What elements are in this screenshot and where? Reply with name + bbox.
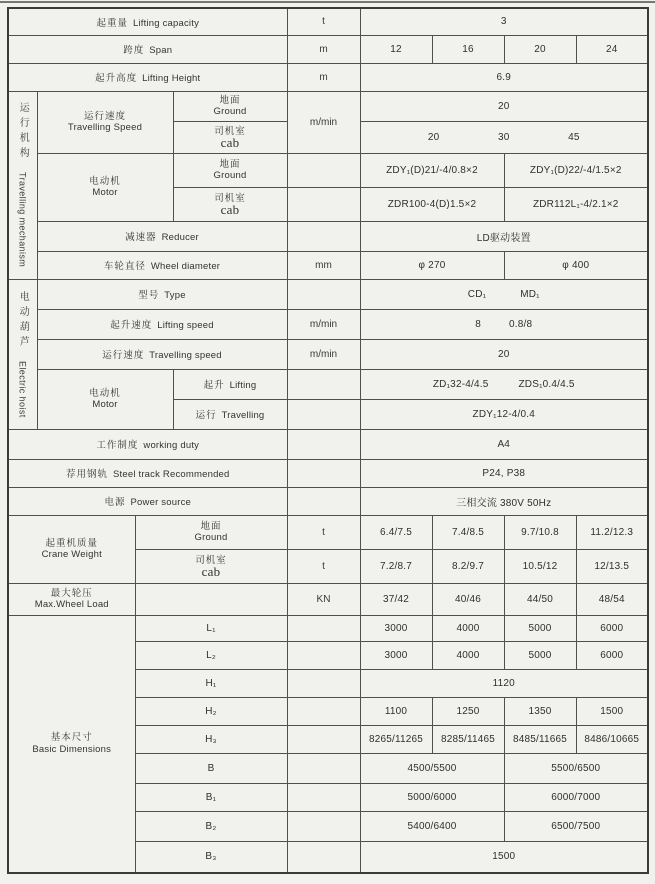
steel-track-value: P24, P38 [360, 459, 648, 487]
span-label-en: Span [149, 45, 173, 56]
row-travel-speed-ground [8, 91, 648, 121]
travel-speed-unit: m/min [287, 91, 360, 153]
span-value-4: 24 [576, 35, 648, 63]
lifting-capacity-label-zh: 起重量 [96, 17, 128, 29]
wheel-diameter-unit: mm [287, 251, 360, 279]
crane-weight-ground-unit: t [287, 515, 360, 549]
unit-cell-empty [287, 487, 360, 515]
unit-cell-empty [287, 369, 360, 399]
ground-en: Ground [213, 106, 247, 117]
hoist-motor-lifting-value-1: ZD₁32-4/4.5 [432, 378, 489, 390]
dim-h3-label: H₃ [135, 725, 287, 753]
crane-weight-group-label [8, 515, 135, 583]
unit-cell-empty [287, 753, 360, 783]
unit-cell-empty [287, 279, 360, 309]
row-working-duty [8, 429, 648, 459]
power-source-zh: 电源 [104, 497, 126, 508]
hoist-travelling-speed-en: Travelling speed [149, 350, 222, 361]
max-wheel-load-zh: 最大轮压 [50, 587, 93, 599]
reducer-value: LD驱动装置 [360, 221, 648, 251]
crane-weight-cab-label [135, 549, 287, 583]
dim-l1-value-4: 6000 [576, 615, 648, 641]
hoist-lifting-speed-value-2: 0.8/8 [509, 318, 533, 330]
unit-cell-empty [287, 697, 360, 725]
row-steel-track [8, 459, 648, 487]
lifting-height-unit: m [287, 63, 360, 91]
travel-speed-cab-value-1: 20 [427, 131, 440, 143]
travel-motor-cab-value-2: ZDR112L₁-4/2.1×2 [504, 187, 648, 221]
unit-cell-empty [287, 399, 360, 429]
lifting-capacity-label [8, 8, 287, 35]
unit-cell-empty [287, 783, 360, 811]
hoist-motor-travelling-en: Travelling [221, 410, 265, 421]
ground-zh: 地面 [219, 158, 241, 170]
electric-hoist-en: Electric hoist [17, 360, 28, 418]
dim-b-value-1: 4500/5500 [360, 753, 504, 783]
lifting-height-label-zh: 起升高度 [95, 73, 138, 84]
hoist-motor-travelling-value: ZDY₁12-4/0.4 [360, 399, 648, 429]
ground-en: Ground [194, 532, 228, 543]
ground-zh: 地面 [219, 94, 241, 106]
unit-cell-empty [287, 221, 360, 251]
hoist-travelling-speed-unit: m/min [287, 339, 360, 369]
wheel-diameter-zh: 车轮直径 [103, 261, 146, 272]
unit-cell-empty [287, 153, 360, 187]
crane-weight-ground-value-2: 7.4/8.5 [432, 515, 504, 549]
reducer-label [37, 221, 287, 251]
steel-track-label [8, 459, 287, 487]
cab-en: cab [220, 202, 240, 217]
power-source-value: 三相交流 380V 50Hz [360, 487, 648, 515]
unit-cell-empty [287, 641, 360, 669]
span-label-zh: 跨度 [123, 45, 145, 56]
row-crane-weight-ground [8, 515, 648, 549]
hoist-lifting-speed-unit: m/min [287, 309, 360, 339]
scan-page-top-edge [0, 1, 655, 3]
dim-b-label: B [135, 753, 287, 783]
crane-specification-table [7, 7, 649, 874]
working-duty-zh: 工作制度 [96, 440, 139, 451]
max-wheel-load-en: Max.Wheel Load [34, 599, 109, 610]
crane-weight-ground-label [135, 515, 287, 549]
crane-weight-cab-value-2: 8.2/9.7 [432, 549, 504, 583]
travel-speed-cab-values [360, 121, 648, 153]
dim-b3-label: B₃ [135, 841, 287, 873]
working-duty-en: working duty [143, 440, 200, 451]
steel-track-zh: 荐用钢轨 [65, 469, 108, 480]
hoist-motor-zh: 电动机 [89, 387, 121, 399]
dim-b1-value-1: 5000/6000 [360, 783, 504, 811]
max-wheel-load-value-2: 40/46 [432, 583, 504, 615]
unit-cell-empty [287, 615, 360, 641]
dim-h2-label: H₂ [135, 697, 287, 725]
dim-b2-value-1: 5400/6400 [360, 811, 504, 841]
dim-l1-value-1: 3000 [360, 615, 432, 641]
travel-motor-cab-value-1: ZDR100-4(D)1.5×2 [360, 187, 504, 221]
row-span [8, 35, 648, 63]
max-wheel-load-value-4: 48/54 [576, 583, 648, 615]
max-wheel-load-label [8, 583, 135, 615]
travel-speed-cab-value-2: 30 [497, 131, 510, 143]
ground-en: Ground [213, 170, 247, 181]
basic-dimensions-zh: 基本尺寸 [50, 732, 93, 744]
dim-b1-value-2: 6000/7000 [504, 783, 648, 811]
hoist-lifting-speed-zh: 起升速度 [110, 320, 153, 331]
row-dim-l1 [8, 615, 648, 641]
dim-b-value-2: 5500/6500 [504, 753, 648, 783]
crane-weight-ground-value-3: 9.7/10.8 [504, 515, 576, 549]
row-wheel-diameter [8, 251, 648, 279]
unit-cell-empty [287, 841, 360, 873]
dim-b2-label: B₂ [135, 811, 287, 841]
lifting-height-label [8, 63, 287, 91]
wheel-diameter-value-2: φ 400 [504, 251, 648, 279]
hoist-motor-lifting-en: Lifting [229, 380, 257, 391]
hoist-lifting-speed-value-1: 8 [475, 318, 482, 330]
span-value-3: 20 [504, 35, 576, 63]
dim-l1-value-3: 5000 [504, 615, 576, 641]
max-wheel-load-empty-cell [135, 583, 287, 615]
travel-speed-group-label [37, 91, 173, 153]
basic-dimensions-group-label [8, 615, 135, 873]
span-unit: m [287, 35, 360, 63]
travel-speed-cab-value-3: 45 [568, 131, 580, 143]
dim-h3-value-4: 8486/10665 [576, 725, 648, 753]
dim-l1-value-2: 4000 [432, 615, 504, 641]
hoist-type-value-2: MD₁ [520, 288, 540, 300]
dim-h3-value-1: 8265/11265 [360, 725, 432, 753]
max-wheel-load-value-1: 37/42 [360, 583, 432, 615]
dim-h1-value: 1120 [360, 669, 648, 697]
max-wheel-load-value-3: 44/50 [504, 583, 576, 615]
hoist-travelling-speed-value: 20 [360, 339, 648, 369]
hoist-type-zh: 型号 [138, 290, 160, 301]
crane-weight-ground-value-4: 11.2/12.3 [576, 515, 648, 549]
crane-weight-cab-unit: t [287, 549, 360, 583]
crane-weight-zh: 起重机质量 [45, 537, 98, 549]
dim-h3-value-2: 8285/11465 [432, 725, 504, 753]
hoist-type-value-1: CD₁ [467, 288, 487, 300]
dim-b2-value-2: 6500/7500 [504, 811, 648, 841]
row-travel-motor-ground [8, 153, 648, 187]
hoist-motor-lifting-zh: 起升 [203, 380, 225, 391]
cab-en: cab [220, 135, 240, 150]
lifting-height-label-en: Lifting Height [142, 73, 201, 84]
row-lifting-height [8, 63, 648, 91]
travel-speed-ground-value: 20 [360, 91, 648, 121]
lifting-capacity-label-en: Lifting capacity [132, 17, 200, 29]
hoist-travelling-speed-zh: 运行速度 [102, 350, 145, 361]
travel-speed-en: Travelling Speed [67, 122, 143, 133]
cab-zh: 司机室 [214, 125, 246, 137]
row-reducer [8, 221, 648, 251]
dim-l2-value-3: 5000 [504, 641, 576, 669]
dim-h2-value-4: 1500 [576, 697, 648, 725]
unit-cell-empty [287, 187, 360, 221]
row-hoist-type [8, 279, 648, 309]
dim-h2-value-1: 1100 [360, 697, 432, 725]
max-wheel-load-unit: KN [287, 583, 360, 615]
hoist-type-values [360, 279, 648, 309]
row-hoist-travelling-speed [8, 339, 648, 369]
unit-cell-empty [287, 811, 360, 841]
span-label [8, 35, 287, 63]
row-hoist-lifting-speed [8, 309, 648, 339]
row-hoist-motor-lifting [8, 369, 648, 399]
dim-l1-label: L₁ [135, 615, 287, 641]
travelling-mechanism-zh: 运行机构 [17, 102, 29, 163]
hoist-lifting-speed-label [37, 309, 287, 339]
travel-speed-cab-label [173, 121, 287, 153]
wheel-diameter-label [37, 251, 287, 279]
hoist-lifting-speed-en: Lifting speed [157, 320, 214, 331]
row-lifting-capacity [8, 8, 648, 35]
dim-h2-value-2: 1250 [432, 697, 504, 725]
crane-weight-cab-value-3: 10.5/12 [504, 549, 576, 583]
travel-speed-ground-label [173, 91, 287, 121]
cab-en: cab [201, 564, 221, 579]
dim-l2-value-2: 4000 [432, 641, 504, 669]
travelling-mechanism-section-label [8, 91, 37, 279]
hoist-type-en: Type [164, 290, 186, 301]
dim-h3-value-3: 8485/11665 [504, 725, 576, 753]
span-value-1: 12 [360, 35, 432, 63]
travel-motor-group-label [37, 153, 173, 221]
working-duty-value: A4 [360, 429, 648, 459]
hoist-lifting-speed-values [360, 309, 648, 339]
hoist-motor-travelling-zh: 运行 [195, 410, 217, 421]
hoist-type-label [37, 279, 287, 309]
wheel-diameter-en: Wheel diameter [150, 261, 221, 272]
hoist-motor-lifting-values [360, 369, 648, 399]
unit-cell-empty [287, 429, 360, 459]
row-power-source [8, 487, 648, 515]
lifting-height-value: 6.9 [360, 63, 648, 91]
dim-b3-value: 1500 [360, 841, 648, 873]
dim-h2-value-3: 1350 [504, 697, 576, 725]
hoist-travelling-speed-label [37, 339, 287, 369]
travel-motor-cab-label [173, 187, 287, 221]
travel-motor-zh: 电动机 [89, 175, 121, 187]
electric-hoist-zh: 电动葫芦 [17, 290, 29, 351]
travel-motor-ground-value-2: ZDY₁(D)22/-4/1.5×2 [504, 153, 648, 187]
hoist-motor-lifting-value-2: ZDS₁0.4/4.5 [518, 378, 575, 390]
crane-weight-cab-value-1: 7.2/8.7 [360, 549, 432, 583]
reducer-en: Reducer [161, 232, 199, 243]
travelling-mechanism-en: Travelling mechanism [17, 172, 28, 268]
span-value-2: 16 [432, 35, 504, 63]
hoist-motor-lifting-label [173, 369, 287, 399]
travel-speed-zh: 运行速度 [83, 110, 126, 122]
travel-motor-en: Motor [92, 187, 118, 198]
unit-cell-empty [287, 669, 360, 697]
dim-l2-value-1: 3000 [360, 641, 432, 669]
power-source-en: Power source [130, 497, 191, 508]
hoist-motor-group-label [37, 369, 173, 429]
cab-zh: 司机室 [195, 554, 227, 566]
reducer-zh: 减速器 [125, 232, 157, 243]
crane-weight-cab-value-4: 12/13.5 [576, 549, 648, 583]
dim-l2-value-4: 6000 [576, 641, 648, 669]
ground-zh: 地面 [200, 520, 222, 532]
travel-motor-ground-value-1: ZDY₁(D)21/-4/0.8×2 [360, 153, 504, 187]
basic-dimensions-en: Basic Dimensions [32, 743, 112, 755]
steel-track-en: Steel track Recommended [112, 469, 230, 480]
dim-h1-label: H₁ [135, 669, 287, 697]
crane-weight-en: Crane Weight [41, 549, 102, 560]
travel-motor-ground-label [173, 153, 287, 187]
wheel-diameter-value-1: φ 270 [360, 251, 504, 279]
hoist-motor-en: Motor [92, 399, 118, 410]
cab-zh: 司机室 [214, 192, 246, 204]
hoist-motor-travelling-label [173, 399, 287, 429]
unit-cell-empty [287, 459, 360, 487]
row-max-wheel-load [8, 583, 648, 615]
dim-l2-label: L₂ [135, 641, 287, 669]
power-source-label [8, 487, 287, 515]
crane-weight-ground-value-1: 6.4/7.5 [360, 515, 432, 549]
lifting-capacity-unit: t [287, 8, 360, 35]
dim-b1-label: B₁ [135, 783, 287, 811]
working-duty-label [8, 429, 287, 459]
unit-cell-empty [287, 725, 360, 753]
lifting-capacity-value: 3 [360, 8, 648, 35]
electric-hoist-section-label [8, 279, 37, 429]
